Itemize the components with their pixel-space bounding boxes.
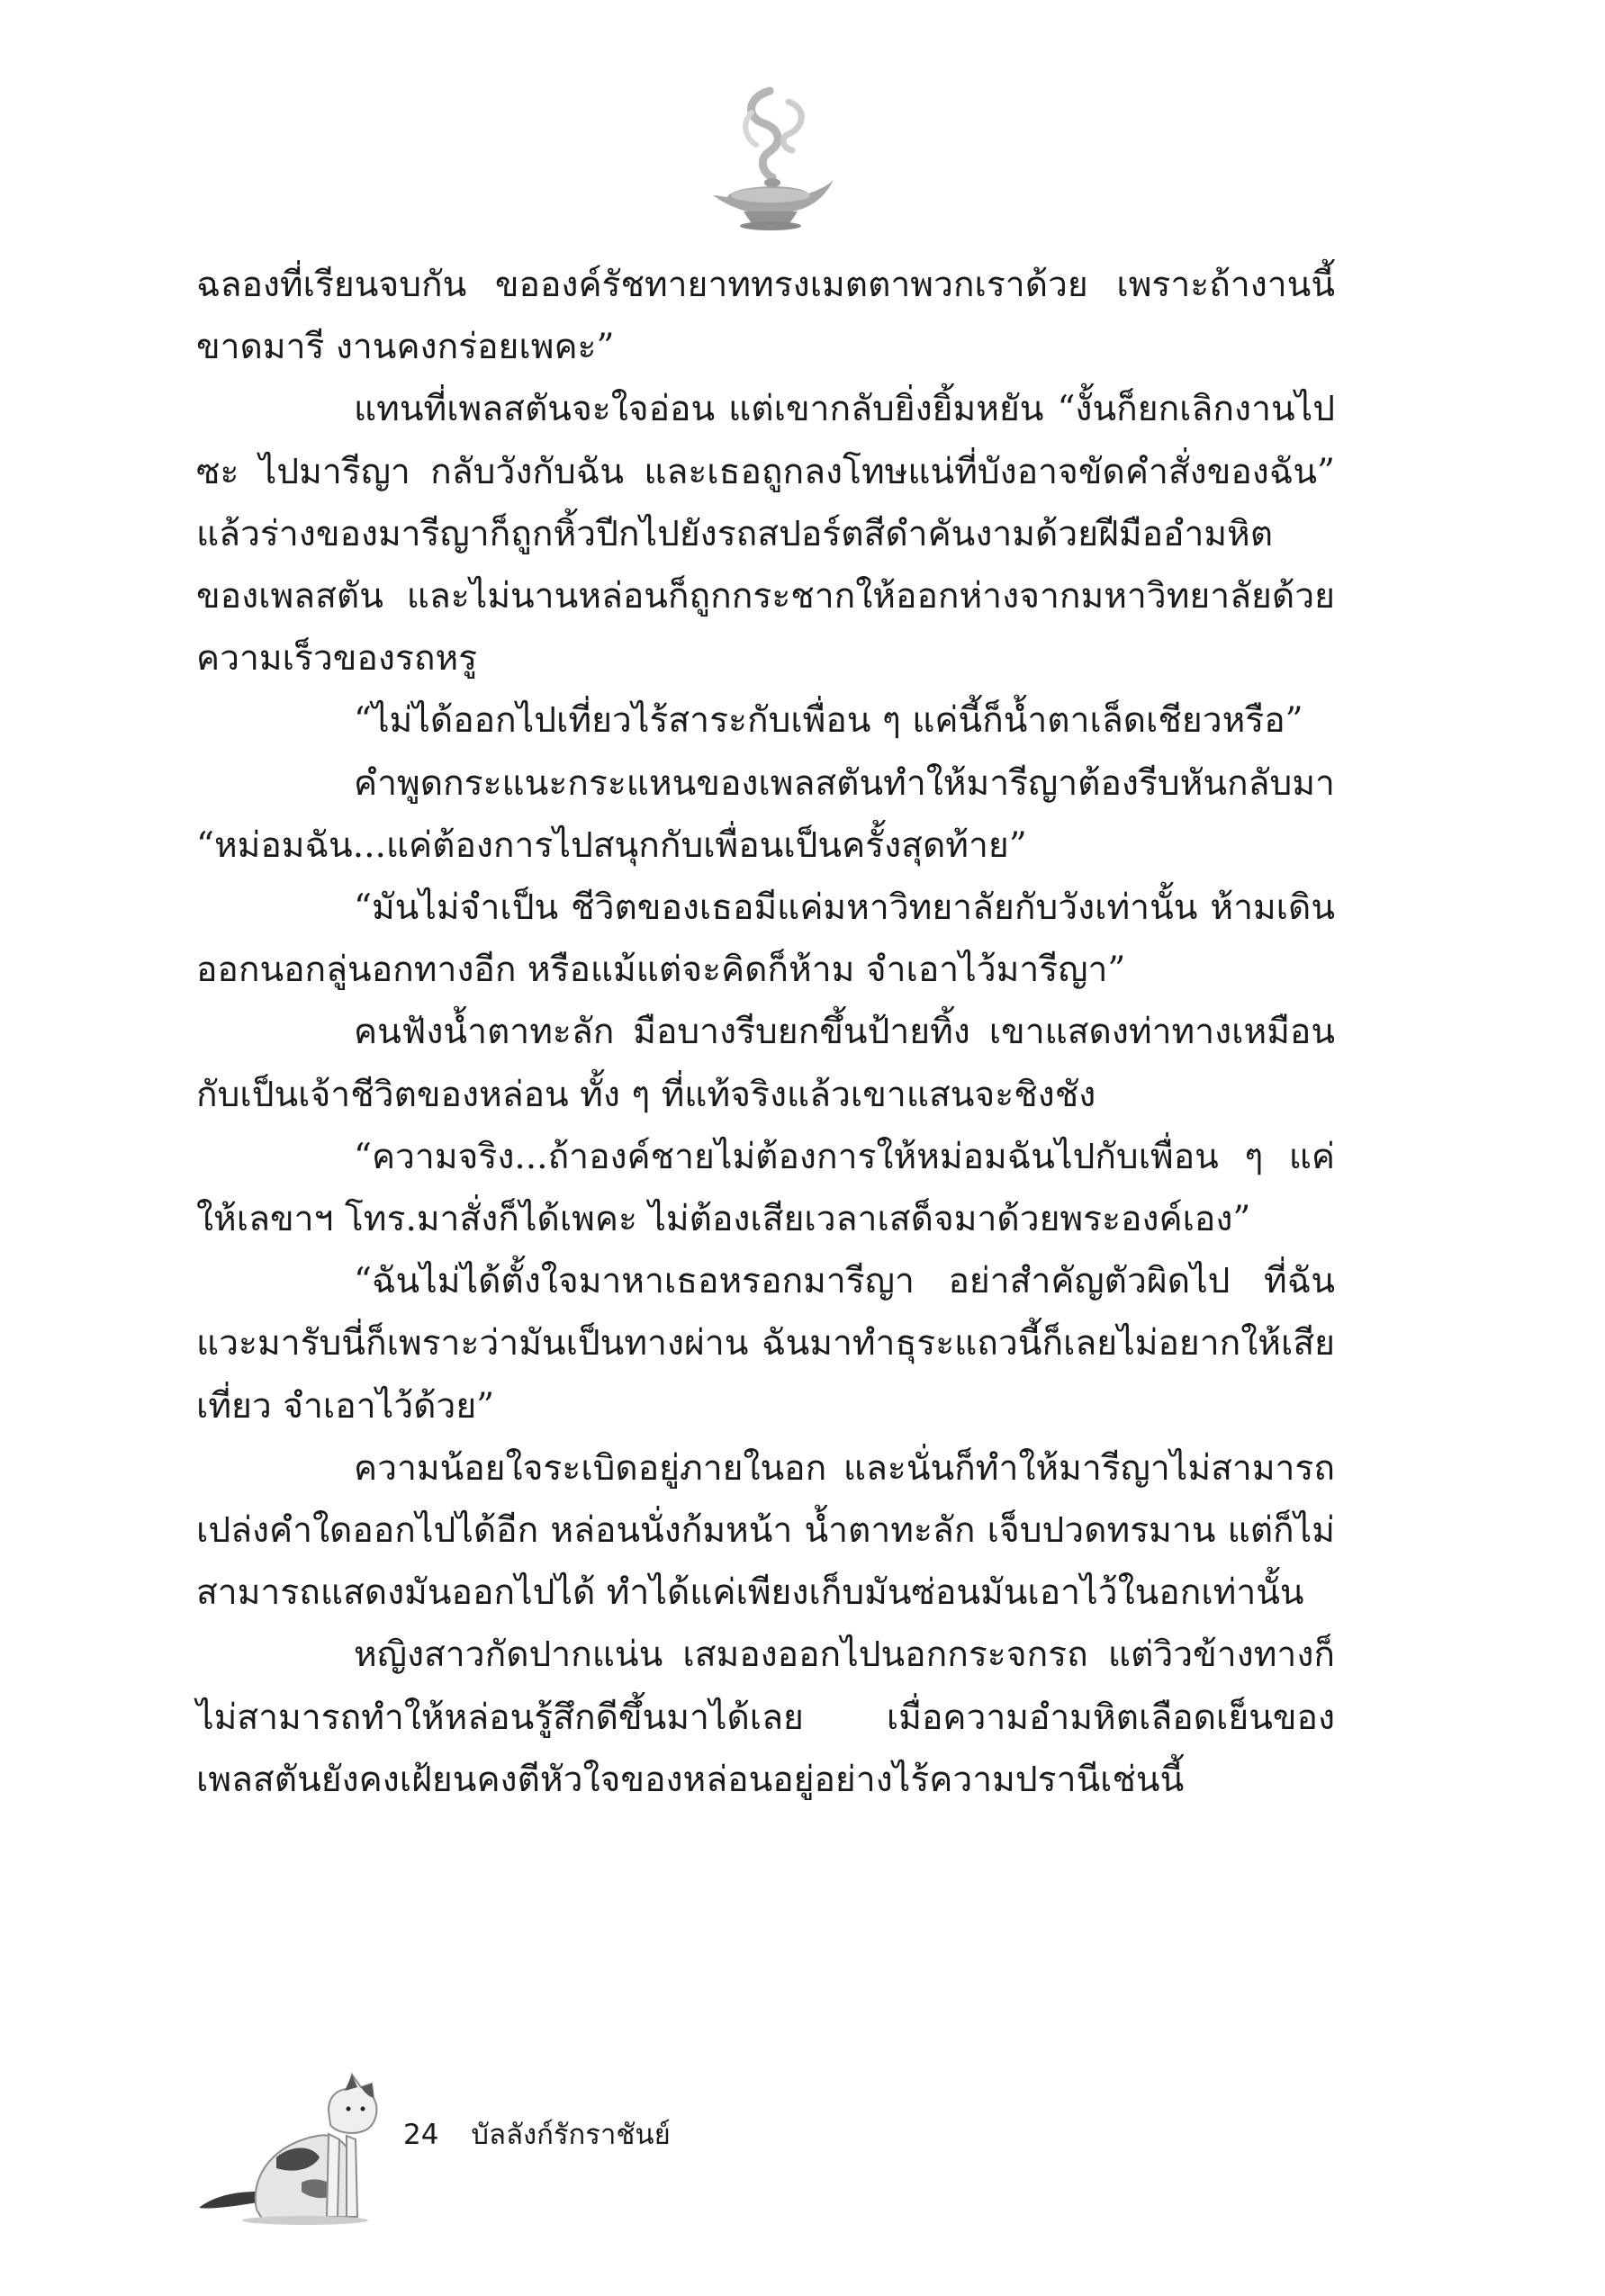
cat-icon xyxy=(194,2057,401,2228)
paragraph: “ไม่ได้ออกไปเที่ยวไร้สาระกับเพื่อน ๆ แค่นี้ก็น้ำตาเล็ดเชียวหรือ” xyxy=(354,700,1303,742)
paragraph: คนฟังน้ำตาทะลัก มือบางรีบยกขึ้นป้ายทิ้ง เขาแสดงท่าทางเหมือนกับเป็นเจ้าชีวิตของหล่อน ทั้ง ๆ ที่แท้จริงแล้วเขาแสนจะชิงชัง xyxy=(196,1012,1335,1115)
body-text xyxy=(196,254,1335,1811)
page-number: 24 xyxy=(403,2119,439,2151)
paragraph: ฉลองที่เรียนจบกัน ขอองค์รัชทายาททรงเมตตาพวกเราด้วย เพราะถ้างานนี้ขาดมารี งานคงกร่อยเพคะ” xyxy=(196,265,1335,368)
paragraph: “มันไม่จำเป็น ชีวิตของเธอมีแค่มหาวิทยาลัยกับวังเท่านั้น ห้ามเดินออกนอกลู่นอกทางอีก หรือแม้แต่จะคิดก็ห้าม จำเอาไว้มารีญา” xyxy=(196,887,1335,991)
page-footer xyxy=(403,2111,671,2156)
paragraph: คำพูดกระแนะกระแหนของเพลสตันทำให้มารีญาต้องรีบหันกลับมา “หม่อมฉัน...แค่ต้องการไปสนุกกับเพื่อนเป็นครั้งสุดท้าย” xyxy=(196,762,1335,866)
paragraph: หญิงสาวกัดปากแน่น เสมองออกไปนอกกระจกรถ แต่วิวข้างทางก็ไม่สามารถทำให้หล่อนรู้สึกดีขึ้นมาได้เลย เมื่อความอำมหิตเลือดเย็นของเพลสตันยังคงเฝ้ยนคงตีหัวใจของหล่อนอยู่อย่างไร้ความปรานีเช่นนี้ xyxy=(196,1634,1335,1800)
paragraph: “ฉันไม่ได้ตั้งใจมาหาเธอหรอกมารีญา อย่าสำคัญตัวผิดไป ที่ฉันแวะมารับนี่ก็เพราะว่ามันเป็นทางผ่าน ฉันมาทำธุระแถวนี้ก็เลยไม่อยากให้เสียเที่ยว จำเอาไว้ด้วย” xyxy=(196,1261,1335,1427)
paragraph: ความน้อยใจระเบิดอยู่ภายในอก และนั่นก็ทำให้มารีญาไม่สามารถเปล่งคำใดออกไปได้อีก หล่อนนั่งก้มหน้า น้ำตาทะลัก เจ็บปวดทรมาน แต่ก็ไม่สามารถแสดงมันออกไปได้ ทำได้แค่เพียงเก็บมันซ่อนมันเอาไว้ในอกเท่านั้น xyxy=(196,1447,1335,1614)
genie-lamp-icon xyxy=(702,86,837,234)
paragraph: แทนที่เพลสตันจะใจอ่อน แต่เขากลับยิ่งยิ้มหยัน “งั้นก็ยกเลิกงานไปซะ ไปมารีญา กลับวังกับฉัน และเธอถูกลงโทษแน่ที่บังอาจขัดคำสั่งของฉัน” แล้วร่างของมารีญาก็ถูกหิ้วปีกไปยังรถสปอร์ตสีดำคันงามด้วยฝีมืออำมหิตของเพลสตัน และไม่นานหล่อนก็ถูกกระชากให้ออกห่างจากมหาวิทยาลัยด้วยความเร็วของรถหรู xyxy=(196,389,1335,680)
book-title: บัลลังก์รักราชันย์ xyxy=(471,2119,671,2151)
paragraph: “ความจริง...ถ้าองค์ชายไม่ต้องการให้หม่อมฉันไปกับเพื่อน ๆ แค่ให้เลขาฯ โทร.มาสั่งก็ได้เพคะ ไม่ต้องเสียเวลาเสด็จมาด้วยพระองค์เอง” xyxy=(196,1136,1335,1240)
